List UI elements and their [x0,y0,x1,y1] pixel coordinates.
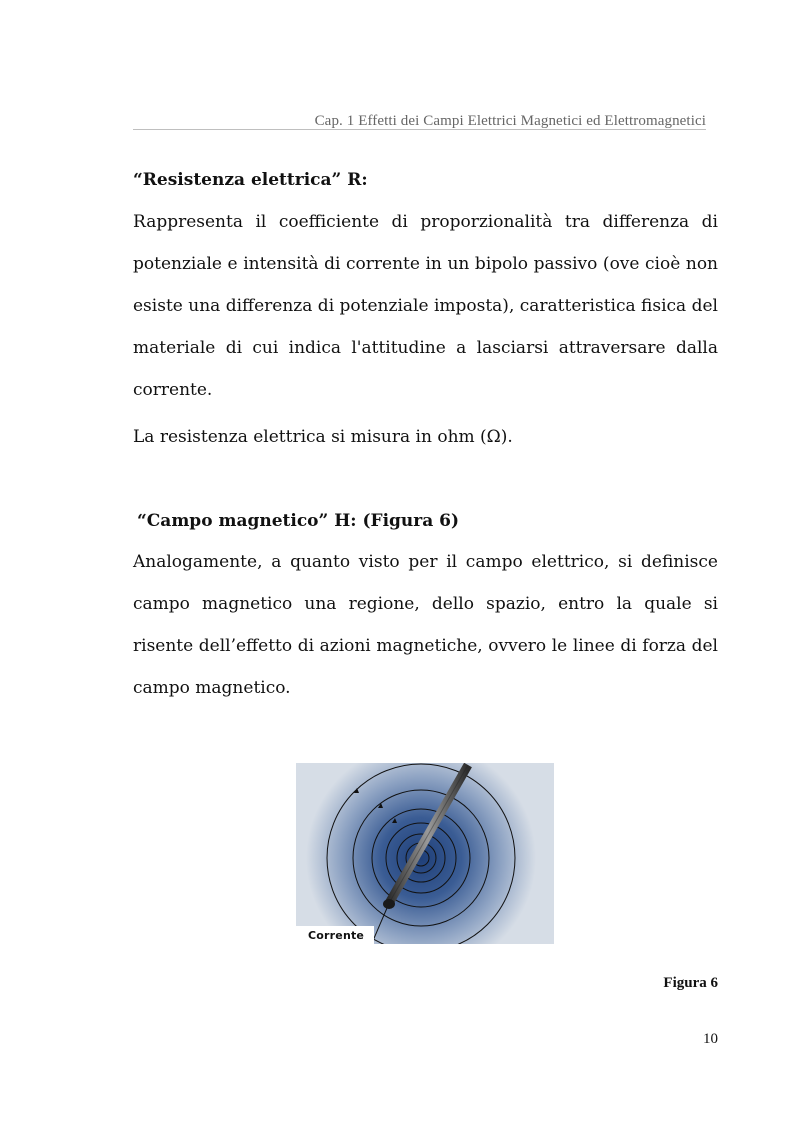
section-heading-resistenza: “Resistenza elettrica” R: [133,170,368,190]
header-divider [133,129,706,130]
section-heading-campo-magnetico: “Campo magnetico” H: (Figura 6) [137,511,460,531]
running-header: Cap. 1 Effetti dei Campi Elettrici Magnetici ed Elettromagnetici [314,113,706,129]
paragraph-resistenza: Rappresenta il coefficiente di proporzionalità tra differenza di potenziale e intensità di corrente in un bipolo passivo (ove cioè non esiste una differenza di potenziale imposta), caratteristica fisica del materiale di cui indica l'attitudine a lasciarsi attraversare dalla corrente. [133,212,718,400]
wire-end-icon [383,899,395,909]
magnetic-field-figure [296,763,554,944]
figure-caption: Figura 6 [663,975,718,991]
page-number: 10 [703,1031,718,1047]
magnetic-field-illustration [296,763,554,944]
unit-line-ohm: La resistenza elettrica si misura in ohm (Ω). [133,427,513,447]
paragraph-campo-magnetico: Analogamente, a quanto visto per il campo elettrico, si definisce campo magnetico una regione, dello spazio, entro la quale si risente dell’effetto di azioni magnetiche, ovvero le linee di forza del campo magnetico. [133,552,718,698]
figure-label-corrente: Corrente [308,929,365,942]
